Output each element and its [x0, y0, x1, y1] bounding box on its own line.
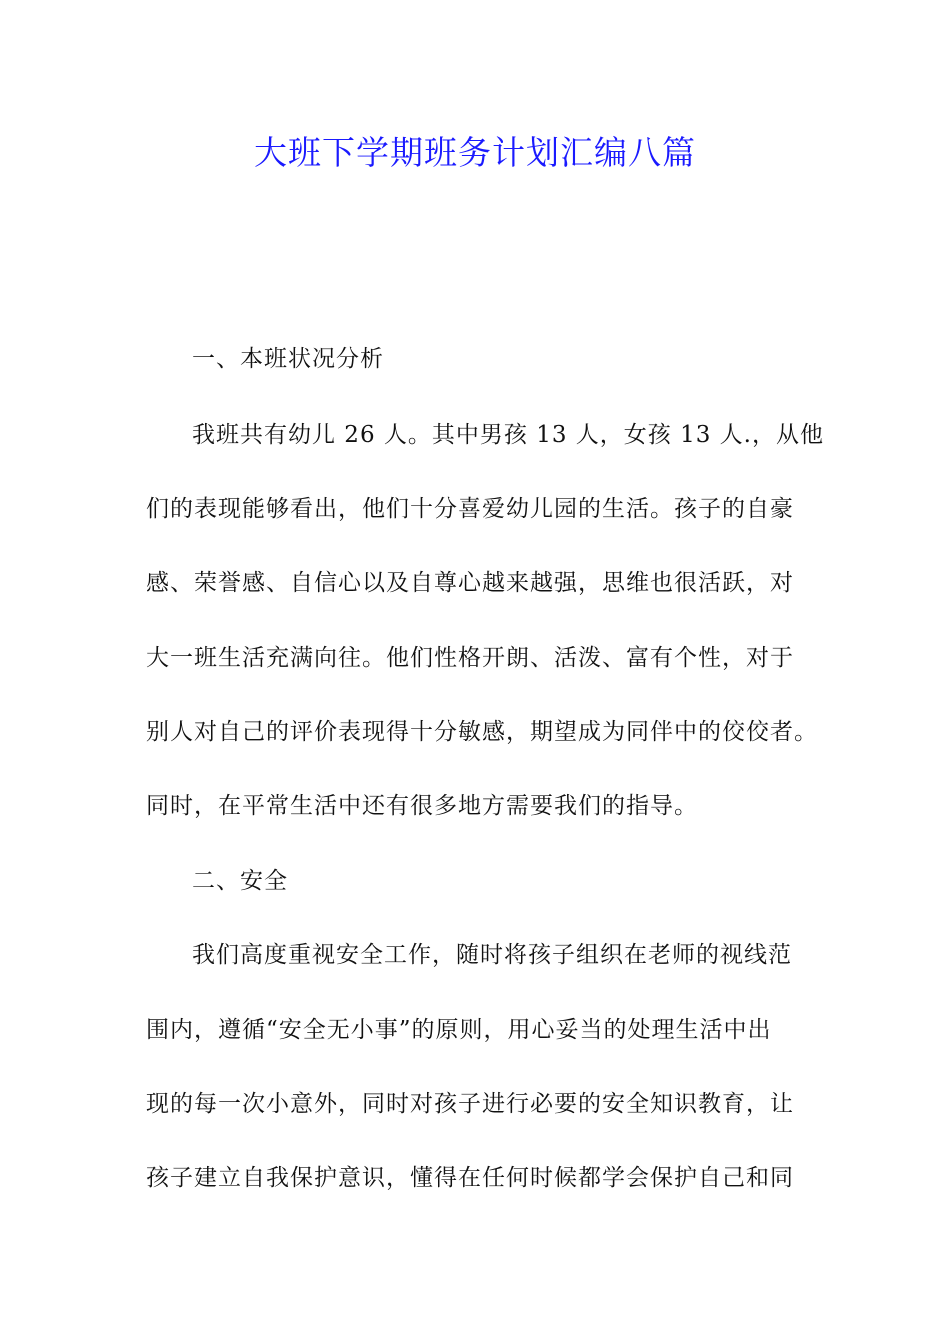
section-heading-class-analysis: 一、本班状况分析 — [192, 346, 384, 372]
paragraph-line: 同时，在平常生活中还有很多地方需要我们的指导。 — [146, 793, 698, 819]
paragraph-line: 感、荣誉感、自信心以及自尊心越来越强，思维也很活跃，对 — [146, 570, 794, 596]
paragraph-line: 们的表现能够看出，他们十分喜爱幼儿园的生活。孩子的自豪 — [146, 496, 794, 522]
paragraph-line: 现的每一次小意外，同时对孩子进行必要的安全知识教育，让 — [146, 1091, 794, 1117]
paragraph-line: 别人对自己的评价表现得十分敏感，期望成为同伴中的佼佼者。 — [146, 719, 818, 745]
paragraph-line: 围内，遵循“安全无小事”的原则，用心妥当的处理生活中出 — [146, 1017, 772, 1043]
section-heading-safety: 二、安全 — [192, 868, 288, 894]
paragraph-line: 我班共有幼儿 26 人。其中男孩 13 人，女孩 13 人.，从他 — [192, 422, 824, 448]
paragraph-line: 大一班生活充满向往。他们性格开朗、活泼、富有个性，对于 — [146, 645, 794, 671]
paragraph-line: 孩子建立自我保护意识，懂得在任何时候都学会保护自己和同 — [146, 1165, 794, 1191]
document-title: 大班下学期班务计划汇编八篇 — [254, 133, 696, 172]
paragraph-line: 我们高度重视安全工作，随时将孩子组织在老师的视线范 — [192, 942, 792, 968]
